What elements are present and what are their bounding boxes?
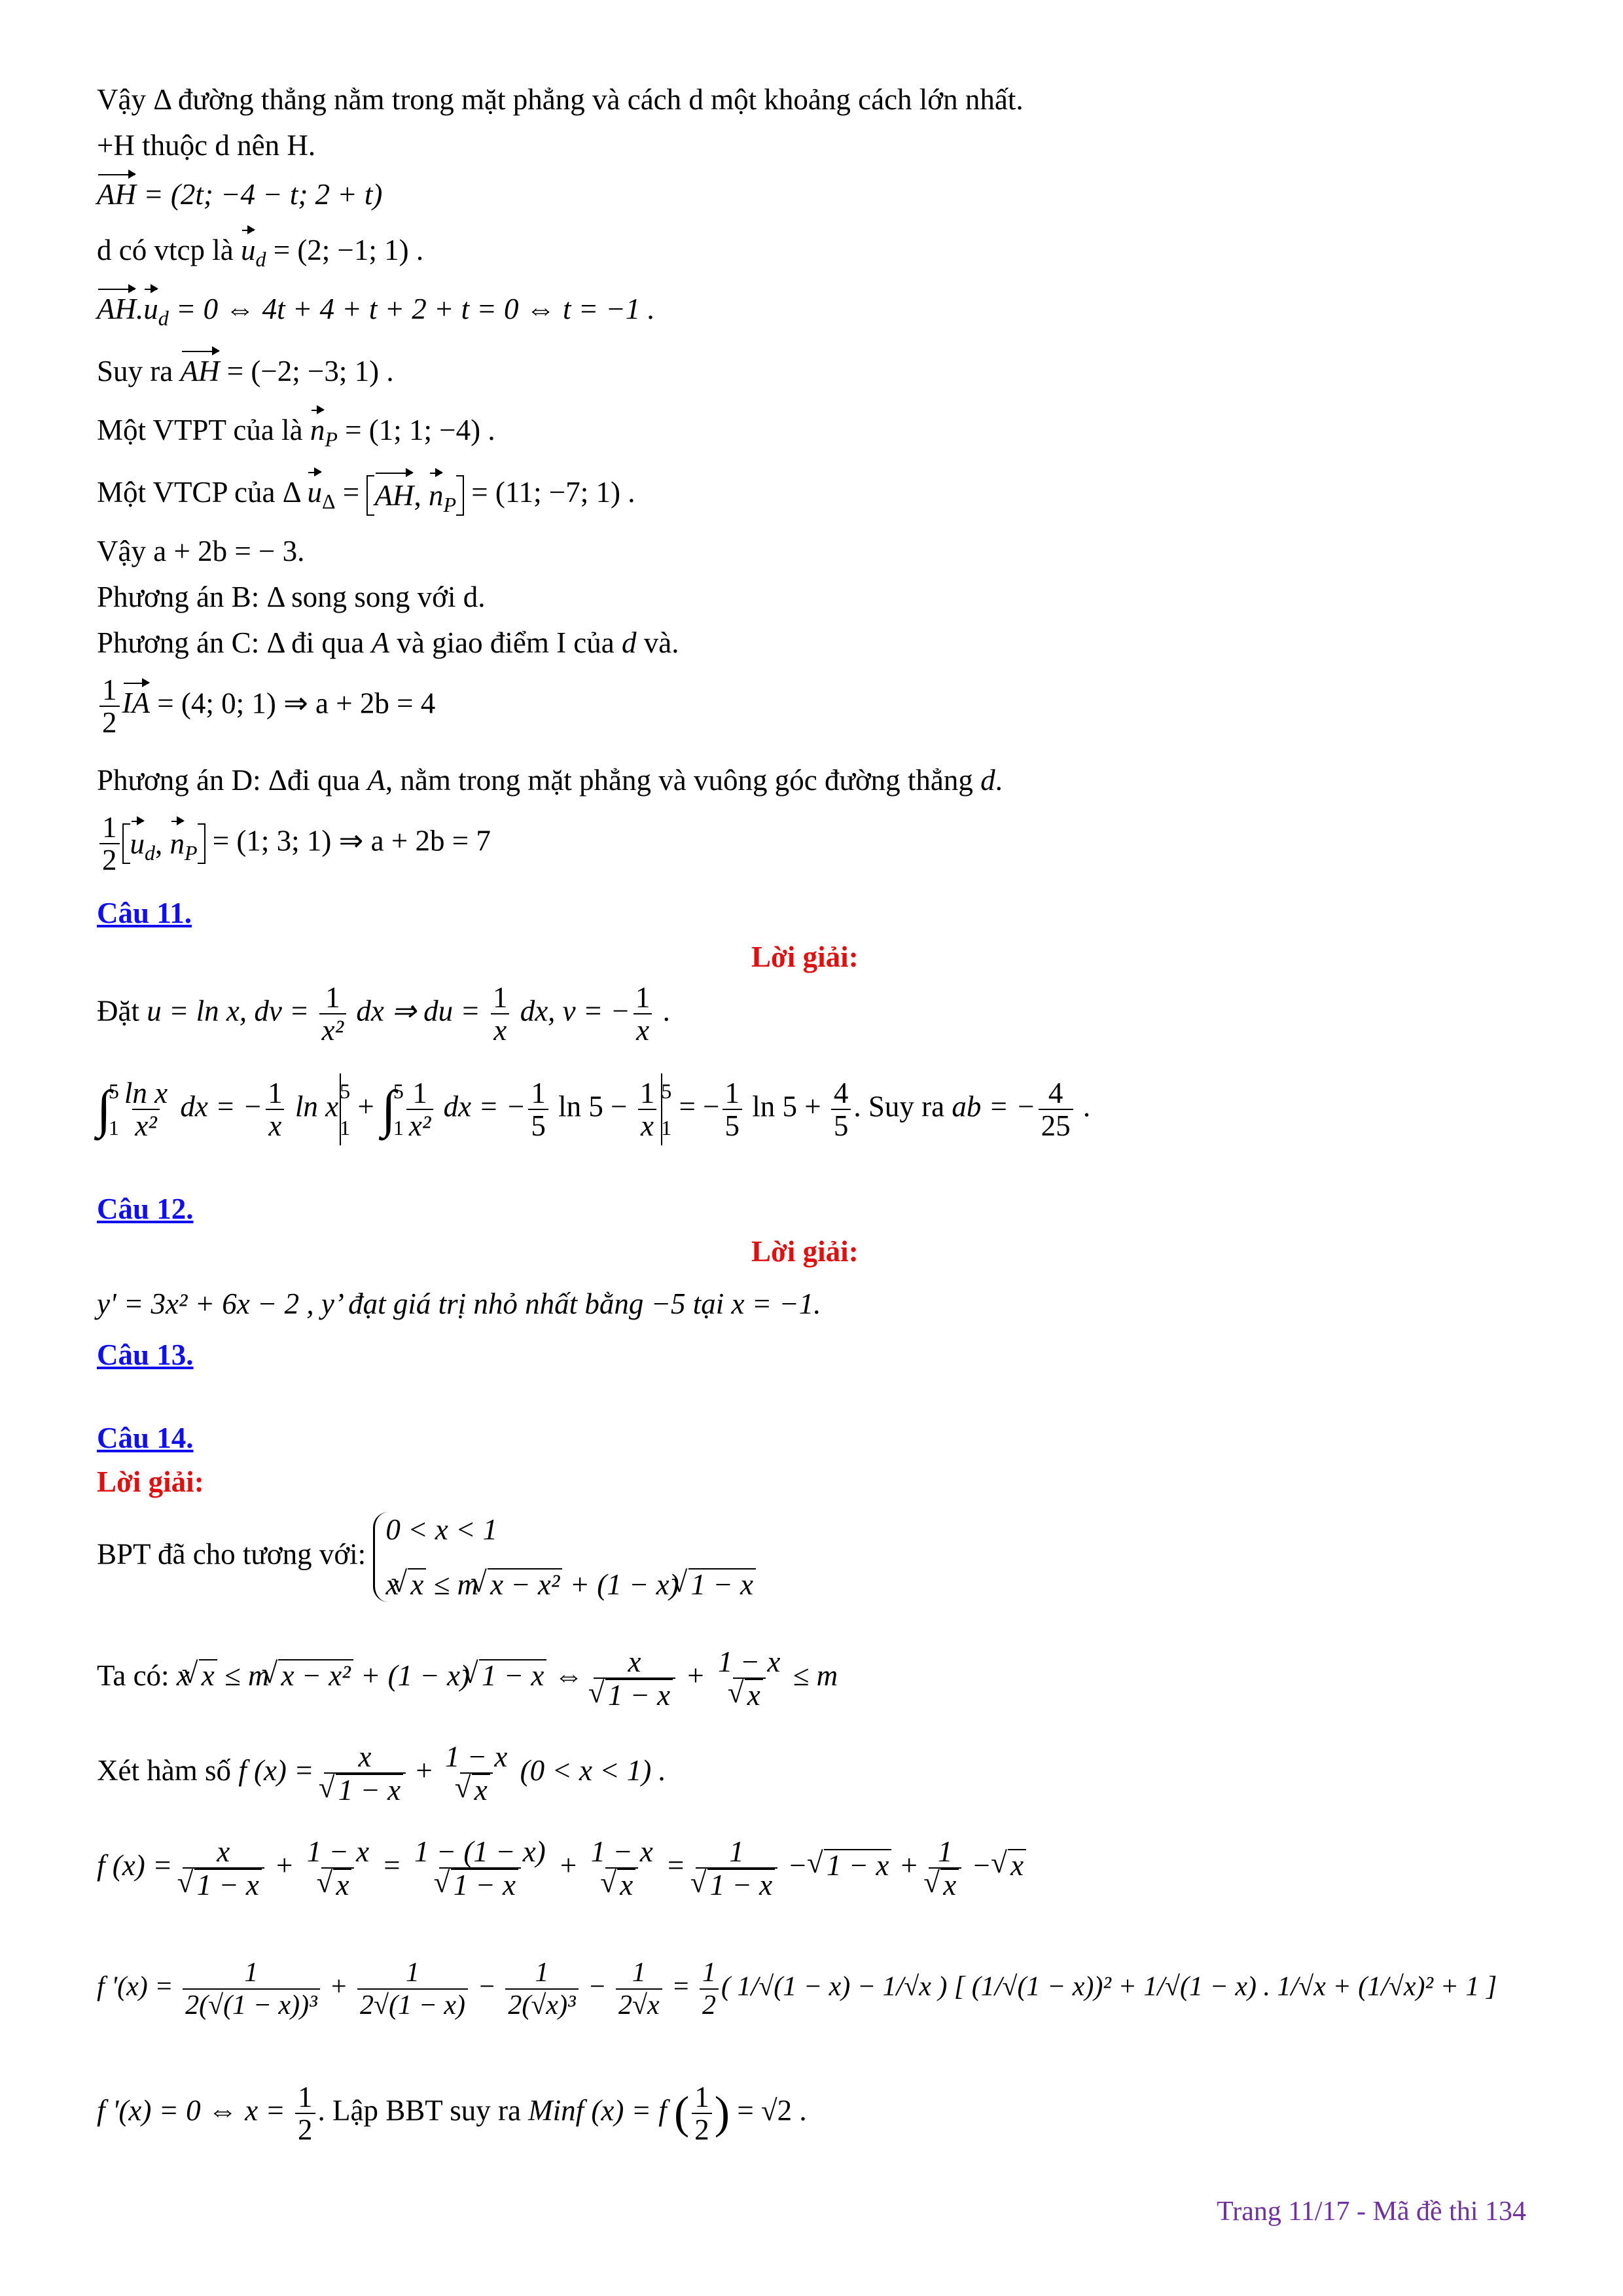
formula-line: y' = 3x² + 6x − 2 , y’ đạt giá trị nhỏ nhất bằng −5 tại x = −1. [97,1287,821,1320]
question-heading-11: Câu 11. [97,897,192,929]
text-line: Vậy a + 2b = − 3. [97,535,305,567]
derivative-line: f '(x) = $\frac{1}{\text{2(√(1 − x))³}}$ + $\frac{1}{2√(1 - x)}$ − $\frac{1}{\text{2(√x)³}}$ − $\frac{1}{2√x}$ = $\frac{1}{2}$ ( 1/√(1 − x) − 1/√x ) [ (1/√(1 − x))² + 1/√(1 − x) . 1/√x + (1/√x)² + 1 ] [97,1958,1497,2020]
text-line: Phương án D: Δđi qua A, nằm trong mặt phẳng và vuông góc đường thẳng d. [97,764,1003,797]
formula-line: d có vtcp là $u_d = (2$; −1; 1) . [97,234,424,271]
formula-line: Ta có: x√ x ≤ m√ x − x² + (1 − x)√ 1 − x ⇔ x √ 1 − x + 1 − x √ x ≤ m [97,1646,838,1711]
text-line: +H thuộc d nên H. [97,129,316,162]
question-heading-13: Câu 13. [97,1338,194,1371]
formula-line: $\frac{1}{2}$ $u_d$, $n_P = (1$; 3; 1) ⇒ a + 2b = 7 [97,812,491,876]
page-footer: Trang 11/17 - Mã đề thi 134 [1217,2197,1526,2227]
text-line: Phương án B: Δ song song với d. [97,581,486,613]
formula-line: Xét hàm số f (x) = x √ 1 − x + 1 − x √ x (0 < x < 1) . [97,1741,666,1806]
solution-label-14: Lời giải: [97,1465,204,1498]
question-heading-14: Câu 14. [97,1422,194,1454]
formula-line: f (x) = x √ 1 − x + 1 − x √ x = 1 − (1 − x) √ 1 − x + 1 − x √ x = 1 √ 1 − x − √ 1 − x + 1 √ x − √ x [97,1836,1026,1901]
text-line: Phương án C: Δ đi qua A và giao điểm I của d và. [97,626,679,659]
integral-line: ∫ 5 1 $\frac{\text{ln x}}{\text{x²}}$ dx = − $\frac{1}{x}$ ln x 5 1 + ∫ 5 1 $\frac{1}{\text{x²}}$ dx = − $\frac{1}{5}$ ln 5 − $\frac{1}{x}$ 5 1 = − $\frac{1}{5}$ ln 5 + $\frac{4}{5}$ . Suy ra ab = − $\frac{4}{25}$ . [97,1073,1090,1145]
formula-line: $\frac{1}{2}$ IA = (4; 0; 1) ⇒ a + 2b = 4 [97,674,435,738]
question-heading-12: Câu 12. [97,1193,194,1225]
formula-line: AH = (2t; −4 − t; 2 + t) [97,178,383,211]
formula-line: f '(x) = 0 ⇔ x = $\frac{1}{2}$ . Lập BBT suy ra Minf (x) = f ( $\frac{1}{2}$ ) = √2 . [97,2081,807,2146]
formula-line: $AH.u_d = 0$ ⇔ 4t + 4 + t + 2 + t = 0 ⇔ t = −1 . [97,293,655,330]
solution-label-12: Lời giải: [751,1235,859,1268]
formula-line: Suy ra AH = (−2; −3; 1) . [97,355,394,387]
text-line: Vậy Δ đường thẳng nằm trong mặt phẳng và cách d một khoảng cách lớn nhất. [97,83,1024,116]
formula-line: Đặt u = ln x, dv = $\frac{1}{\text{x²}}$ dx ⇒ du = $\frac{1}{x}$ dx, v = − $\frac{1}{x}$ . [97,981,670,1047]
formula-line: Một VTPT của là $n_P = (1$; 1; −4) . [97,414,495,451]
solution-label-11: Lời giải: [751,941,859,973]
system-line: BPT đã cho tương với: 0 < x < 1 x√ x ≤ m√ x − x² + (1 − x)√ 1 − x [97,1512,756,1602]
formula-line: Một VTCP của Δ $u_\Delta$ = AH, $n_P = (11$; −7; 1) . [97,476,635,516]
